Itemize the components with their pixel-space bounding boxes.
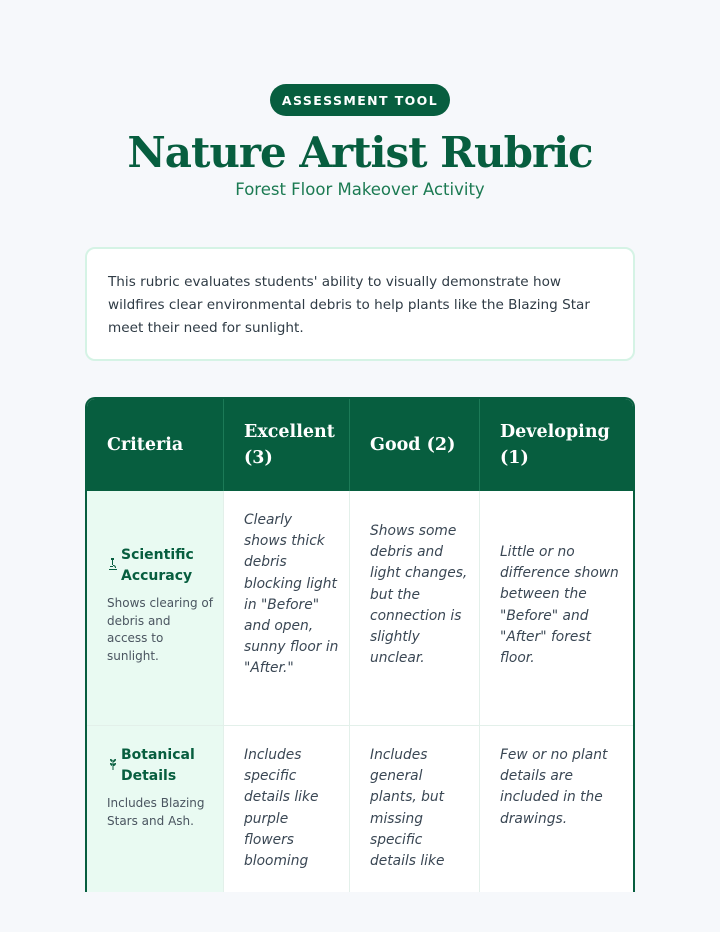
- criteria-heading: [107, 745, 213, 787]
- criteria-description: Includes Blazing Stars and Ash.: [107, 796, 205, 828]
- intro-card: [85, 247, 635, 361]
- header-good: Good (2): [350, 399, 480, 491]
- cell-good: Includes general plants, but missing specific details like: [350, 726, 480, 892]
- criteria-description: Shows clearing of debris and access to sunlight.: [107, 596, 213, 663]
- page-title: Nature Artist Rubric: [127, 128, 593, 177]
- table-header: [87, 399, 633, 491]
- criteria-title: Scientific Accuracy: [121, 547, 194, 584]
- table-row: [87, 726, 633, 892]
- criteria-cell: [87, 726, 224, 892]
- rubric-table: [85, 397, 635, 892]
- header-excellent: Excellent (3): [224, 399, 350, 491]
- criteria-title: Botanical Details: [121, 747, 195, 784]
- page-subtitle: Forest Floor Makeover Activity: [235, 180, 485, 199]
- cell-excellent: Clearly shows thick debris blocking light in "Before" and open, sunny floor in "After.": [224, 491, 350, 725]
- microscope-icon: [107, 557, 119, 573]
- seedling-icon: [107, 757, 119, 773]
- intro-text: This rubric evaluates students' ability to visually demonstrate how wildfires clear environmental debris to help plants like the Blazing Star meet their need for sunlight.: [108, 274, 590, 336]
- cell-excellent: Includes specific details like purple flowers blooming: [224, 726, 350, 892]
- criteria-cell: [87, 491, 224, 725]
- cell-developing: Little or no difference shown between the "Before" and "After" forest floor.: [500, 544, 619, 667]
- cell-good: Shows some debris and light changes, but the connection is slightly unclear.: [350, 491, 480, 725]
- header-developing: Developing (1): [500, 422, 610, 468]
- cell-developing: Few or no plant details are included in the drawings.: [500, 747, 608, 827]
- header-criteria: Criteria: [87, 399, 224, 491]
- table-row: [87, 491, 633, 726]
- criteria-heading: [107, 545, 213, 587]
- assessment-badge: ASSESSMENT TOOL: [270, 84, 450, 116]
